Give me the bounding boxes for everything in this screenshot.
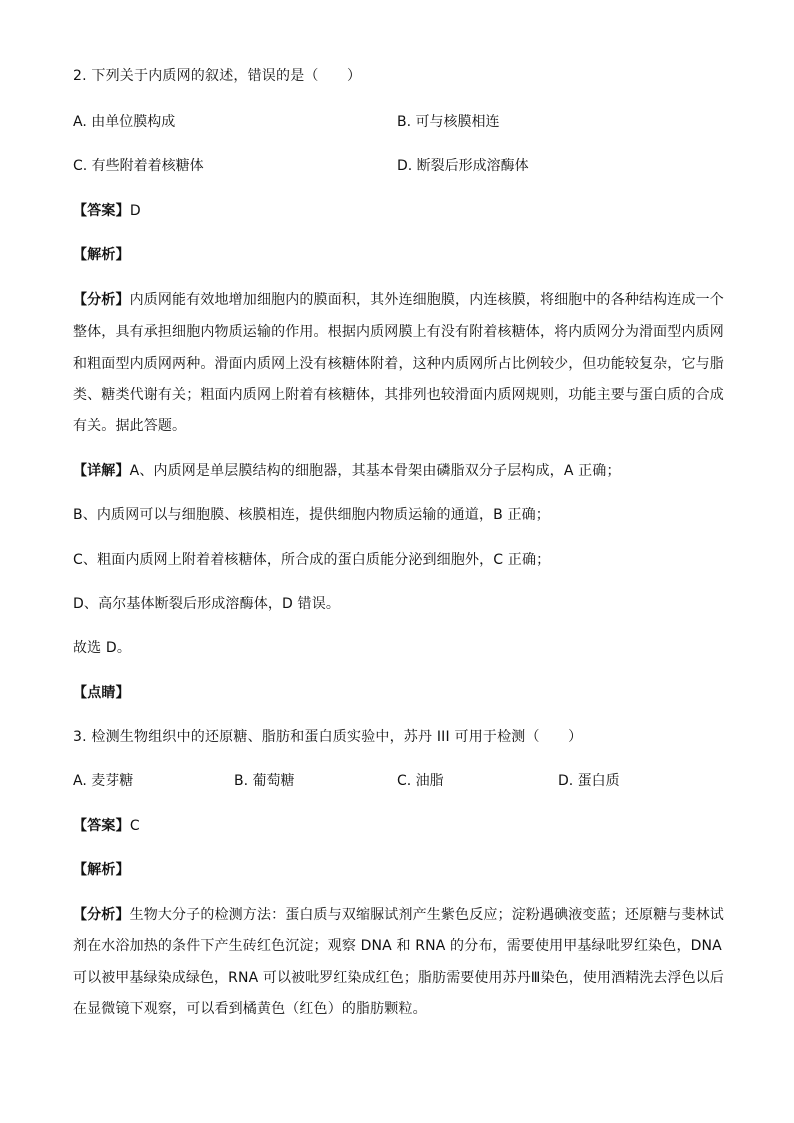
fenxi-tag: 【分析】	[73, 292, 130, 308]
q3-fenxi-line-1	[73, 905, 724, 925]
q3-answer	[73, 816, 140, 836]
xiangjie-tag: 【详解】	[73, 463, 130, 479]
q2-answer	[73, 201, 141, 221]
q3-analysis-heading	[73, 860, 130, 880]
q3-option-b: B. 葡萄糖	[234, 773, 295, 789]
analysis-tag: 【解析】	[73, 862, 130, 878]
q2-fenxi-line-3: 和粗面型内质网两种。滑面内质网上没有核糖体附着，这种内质网所占比例较少，但功能较复杂，它与脂	[73, 356, 724, 372]
q3-option-d: D. 蛋白质	[558, 773, 620, 789]
q3-stem: 3. 检测生物组织中的还原糖、脂肪和蛋白质实验中，苏丹 III 可用于检测（ ）	[73, 729, 583, 745]
q2-option-a: A. 由单位膜构成	[73, 114, 176, 130]
q3-fenxi-line-3: 可以被甲基绿染成绿色，RNA 可以被吡罗红染成红色；脂肪需要使用苏丹Ⅲ染色，使用酒精洗去浮色以后	[73, 970, 724, 986]
q2-fenxi-line-2: 整体，具有承担细胞内物质运输的作用。根据内质网膜上有没有附着核糖体，将内质网分为滑面型内质网	[73, 324, 724, 340]
q3-fenxi-line-4: 在显微镜下观察，可以看到橘黄色（红色）的脂肪颗粒。	[73, 1001, 427, 1017]
q3-option-a: A. 麦芽糖	[73, 773, 134, 789]
analysis-tag: 【解析】	[73, 247, 130, 263]
q2-xiangjie-line-1	[73, 461, 621, 481]
q2-stem: 2. 下列关于内质网的叙述，错误的是（ ）	[73, 68, 362, 84]
q2-option-c: C. 有些附着着核糖体	[73, 158, 204, 174]
q2-xiangjie-line-2: B、内质网可以与细胞膜、核膜相连，提供细胞内物质运输的通道，B 正确；	[73, 507, 550, 523]
q2-fenxi-line-1	[73, 290, 724, 310]
q2-conclusion: 故选 D。	[73, 640, 131, 656]
q2-xiangjie-line-4: D、高尔基体断裂后形成溶酶体，D 错误。	[73, 596, 341, 612]
fenxi-tag: 【分析】	[73, 907, 130, 923]
answer-tag: 【答案】	[73, 818, 130, 834]
xiangjie-text: A、内质网是单层膜结构的细胞器，其基本骨架由磷脂双分子层构成，A 正确；	[129, 463, 621, 479]
fenxi-text: 内质网能有效地增加细胞内的膜面积，其外连细胞膜，内连核膜，将细胞中的各种结构连成一个	[129, 292, 724, 308]
q2-fenxi-line-4: 类、糖类代谢有关；粗面内质网上附着有核糖体，其排列也较滑面内质网规则，功能主要与蛋白质的合成	[73, 387, 724, 403]
q2-analysis-heading	[73, 245, 130, 265]
answer-tag: 【答案】	[73, 203, 130, 219]
fenxi-text: 生物大分子的检测方法：蛋白质与双缩脲试剂产生紫色反应；淀粉遇碘液变蓝；还原糖与斐林试	[129, 907, 724, 923]
q2-xiangjie-line-3: C、粗面内质网上附着着核糖体，所合成的蛋白质能分泌到细胞外，C 正确；	[73, 552, 551, 568]
dianjing-tag: 【点睛】	[73, 685, 130, 701]
q2-option-d: D. 断裂后形成溶酶体	[397, 158, 529, 174]
answer-value: C	[129, 818, 140, 834]
q3-fenxi-line-2: 剂在水浴加热的条件下产生砖红色沉淀；观察 DNA 和 RNA 的分布，需要使用甲基绿吡罗红染色，DNA	[73, 938, 722, 954]
q2-fenxi-line-5: 有关。据此答题。	[73, 418, 187, 434]
q3-option-c: C. 油脂	[397, 773, 444, 789]
q2-dianjing-heading	[73, 683, 130, 703]
answer-value: D	[129, 203, 141, 219]
q2-option-b: B. 可与核膜相连	[397, 114, 500, 130]
